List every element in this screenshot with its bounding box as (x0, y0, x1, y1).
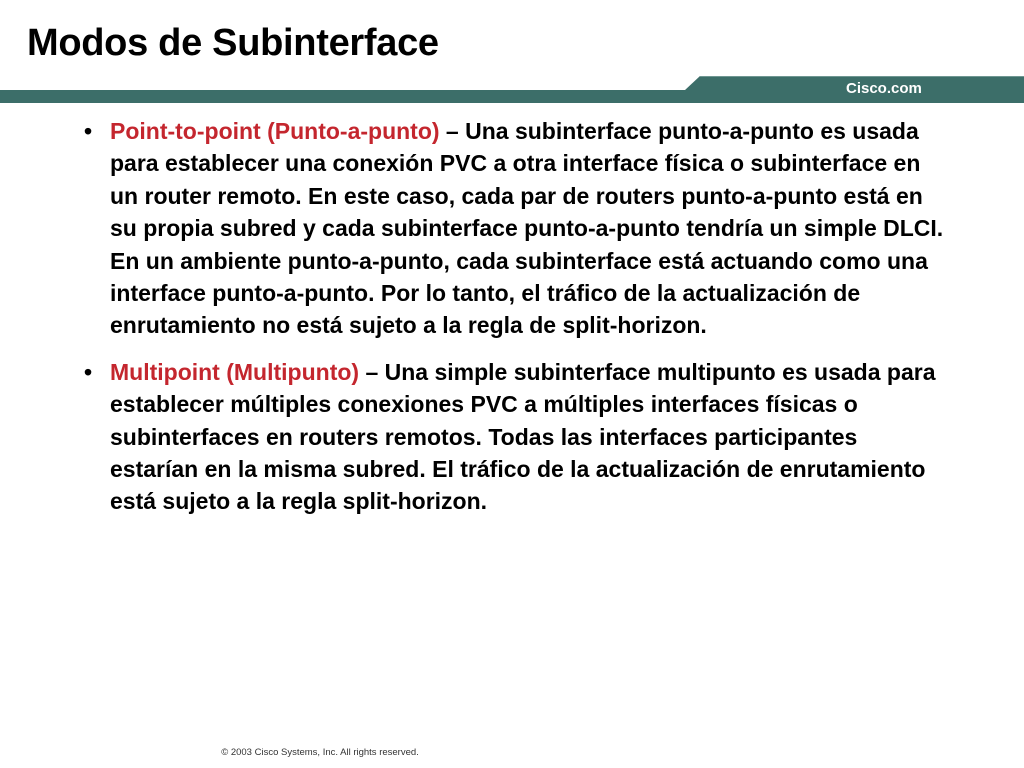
copyright-footer: © 2003 Cisco Systems, Inc. All rights reserved. (221, 747, 419, 758)
bullet-dot-icon: • (84, 118, 93, 144)
slide-title: Modos de Subinterface (27, 22, 439, 64)
bullet-term: Multipoint (Multipunto) (110, 358, 360, 385)
bullet-text: – Una subinterface punto-a-punto es usada para establecer una conexión PVC a otra interface física o subinterface en un router remoto. En este caso, cada par de routers punto-a-punto está en su propia subred y cada subinterface punto-a-punto tendría un simple DLCI. En un ambiente punto-a-punto, cada subinterface está actuando como una interface punto-a-punto. Por lo tanto, el tráfico de la actualización de enrutamiento no está sujeto a la regla de split-horizon. (110, 118, 944, 339)
bullet-text: – Una simple subinterface multipunto es usada para establecer múltiples conexiones PVC a múltiples interfaces físicas o subinterfaces en routers remotos. Todas las interfaces participantes estarían en la misma subred. El tráfico de la actualización de enrutamiento está sujeto a la regla split-horizon. (110, 358, 936, 515)
bullet-multipoint (80, 356, 950, 518)
cisco-brand-label: Cisco.com (846, 80, 922, 97)
bullet-term: Point-to-point (Punto-a-punto) (110, 118, 440, 144)
bullet-list (80, 115, 950, 532)
bullet-point-to-point (80, 115, 950, 342)
bullet-dot-icon: • (84, 358, 93, 385)
